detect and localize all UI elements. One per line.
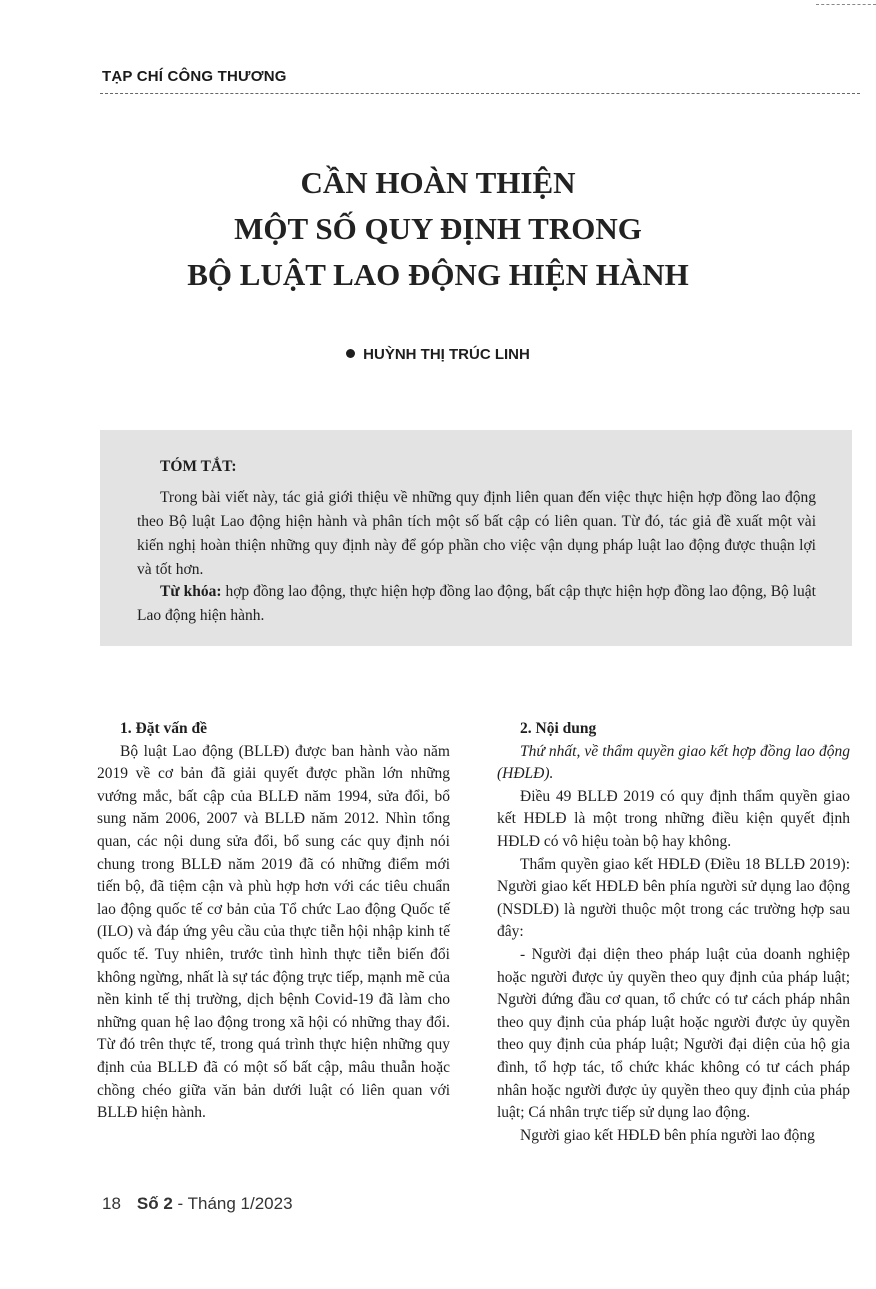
section-1-paragraph: Bộ luật Lao động (BLLĐ) được ban hành vào năm 2019 về cơ bản đã giải quyết được phần lớn những vướng mắc, bất cập của BLLĐ năm 1994, sửa đổi, bổ sung năm 2006, 2007 và BLLĐ năm 2012. Nhìn tổng quan, các nội dung sửa đổi, bổ sung các quy định nói chung trong BLLĐ năm 2019 đã có những điểm mới tiến bộ, đã tiệm cận và phù hợp hơn với các tiêu chuẩn lao động quốc tế cơ bản của Tổ chức Lao động Quốc tế (ILO) và đáp ứng yêu cầu của thực tiễn hội nhập kinh tế quốc tế. Tuy nhiên, trước tình hình thực tiễn biến đổi không ngừng, nhất là sự tác động trực tiếp, mạnh mẽ của nền kinh tế thị trường, dịch bệnh Covid-19 đã làm cho những quan hệ lao động trong xã hội có những thay đổi. Từ đó trên thực tế, trong quá trình thực hiện những quy định của BLLĐ đã có một số bất cập, mâu thuẫn hoặc chồng chéo giữa văn bản dưới luật có liên quan với BLLĐ hiện hành. <box>97 742 450 1122</box>
author-line <box>0 346 876 363</box>
abstract-text: Trong bài viết này, tác giả giới thiệu về những quy định liên quan đến việc thực hiện hợp đồng lao động theo Bộ luật Lao động hiện hành và phân tích một số bất cập có liên quan. Từ đó, tác giả đề xuất một vài kiến nghị hoàn thiện những quy định này để góp phần cho việc vận dụng pháp luật lao động được thuận lợi và tốt hơn. <box>137 489 816 578</box>
abstract-heading: TÓM TẮT: <box>160 458 237 475</box>
keywords-text: hợp đồng lao động, thực hiện hợp đồng lao động, bất cập thực hiện hợp đồng lao động, Bộ luật Lao động hiện hành. <box>137 583 816 624</box>
corner-crop-marks <box>816 4 876 5</box>
issue-number: Số 2 <box>136 1194 173 1213</box>
keywords-label: Từ khóa: <box>160 583 222 600</box>
title-line-1: CẦN HOÀN THIỆN <box>300 165 576 200</box>
section-2-paragraph-3: - Người đại diện theo pháp luật của doanh nghiệp hoặc người được ủy quyền theo quy định của pháp luật; Người đứng đầu cơ quan, tổ chức có tư cách pháp nhân theo quy định của pháp luật hoặc người được ủy quyền theo quy định của pháp luật; Người đại diện của hộ gia đình, tổ hợp tác, tổ chức khác không có tư cách pháp nhân hoặc người được ủy quyền theo quy định của pháp luật; Cá nhân trực tiếp sử dụng lao động. <box>497 945 850 1122</box>
page-number: 18 <box>102 1194 121 1213</box>
section-2-paragraph-2: Thẩm quyền giao kết HĐLĐ (Điều 18 BLLĐ 2019): Người giao kết HĐLĐ bên phía người sử dụng lao động (NSDLĐ) là người thuộc một trong các trường hợp sau đây: <box>497 855 850 941</box>
page-footer <box>102 1194 293 1214</box>
title-line-2: MỘT SỐ QUY ĐỊNH TRONG <box>234 211 642 246</box>
section-2-paragraph-4: Người giao kết HĐLĐ bên phía người lao động <box>520 1126 815 1144</box>
author-name: HUỲNH THỊ TRÚC LINH <box>363 346 530 363</box>
section-1-heading: 1. Đặt vấn đề <box>120 720 207 737</box>
article-title <box>100 160 776 298</box>
issue-date: - Tháng 1/2023 <box>172 1194 293 1213</box>
bullet-icon <box>346 349 355 358</box>
left-column <box>97 718 450 1125</box>
section-2-paragraph-1: Điều 49 BLLĐ 2019 có quy định thẩm quyền giao kết HĐLĐ là một trong những điều kiện quyết định HĐLĐ có vô hiệu toàn bộ hay không. <box>497 787 850 850</box>
section-2-heading: 2. Nội dung <box>520 720 597 737</box>
header-divider <box>100 93 860 94</box>
journal-name: TẠP CHÍ CÔNG THƯƠNG <box>102 68 287 85</box>
section-2-subheading: Thứ nhất, về thẩm quyền giao kết hợp đồng lao động (HĐLĐ). <box>497 742 850 783</box>
abstract-keywords <box>137 580 816 628</box>
title-line-3: BỘ LUẬT LAO ĐỘNG HIỆN HÀNH <box>187 257 689 292</box>
right-column <box>497 718 850 1147</box>
